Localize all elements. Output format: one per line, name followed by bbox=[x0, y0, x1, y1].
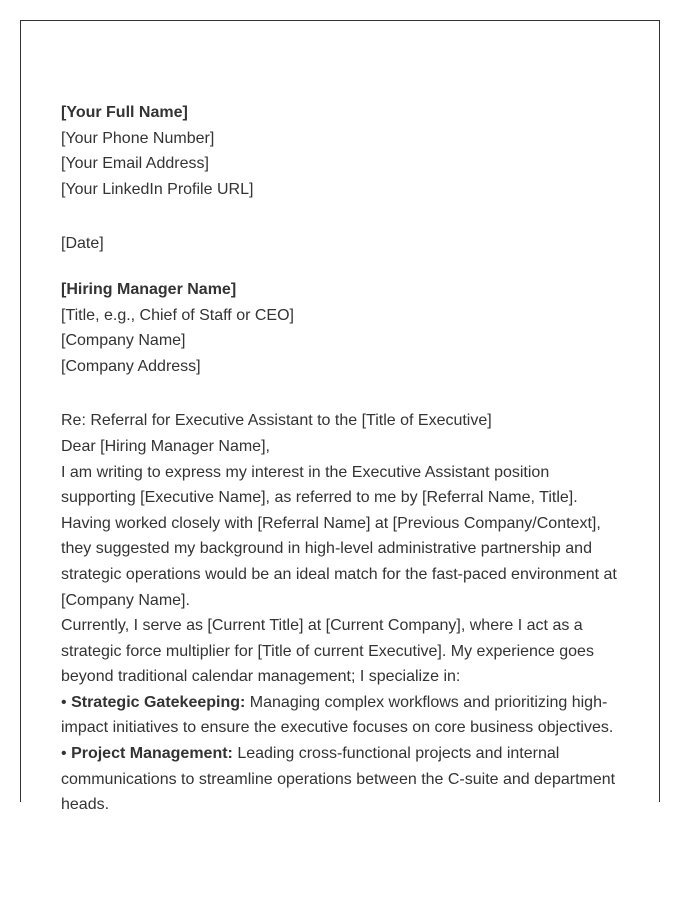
bullet-item bbox=[61, 741, 626, 818]
recipient-block bbox=[61, 277, 626, 379]
body-paragraph: Currently, I serve as [Current Title] at [Current Company], where I act as a strategic force multiplier for [Title of current Executive]. My experience goes beyond traditional calendar management; I specialize in: bbox=[61, 617, 594, 686]
bullet-marker: • bbox=[61, 745, 67, 763]
recipient-address: [Company Address] bbox=[61, 357, 201, 375]
sender-block bbox=[61, 100, 626, 202]
bullet-heading: Strategic Gatekeeping: bbox=[71, 693, 246, 711]
spacer bbox=[61, 379, 626, 408]
letter-date: [Date] bbox=[61, 235, 104, 253]
recipient-company: [Company Name] bbox=[61, 332, 186, 350]
recipient-name: [Hiring Manager Name] bbox=[61, 280, 237, 298]
bullet-heading: Project Management: bbox=[71, 745, 233, 763]
sender-email: [Your Email Address] bbox=[61, 155, 209, 173]
bullet-marker: • bbox=[61, 693, 67, 711]
spacer bbox=[61, 257, 626, 277]
subject-line: Re: Referral for Executive Assistant to the [Title of Executive] bbox=[61, 412, 492, 430]
spacer bbox=[61, 202, 626, 231]
sender-linkedin: [Your LinkedIn Profile URL] bbox=[61, 180, 254, 198]
salutation: Dear [Hiring Manager Name], bbox=[61, 437, 270, 455]
bullet-text: Leading cross-functional projects and internal communications to streamline operations between the C-suite and department heads. bbox=[61, 745, 616, 814]
letter-page bbox=[20, 20, 660, 814]
sender-full-name: [Your Full Name] bbox=[61, 104, 188, 121]
bullet-item bbox=[61, 690, 626, 741]
bullet-text: Managing complex workflows and prioritizing high-impact initiatives to ensure the executive focuses on core business objectives. bbox=[61, 693, 614, 737]
sender-phone: [Your Phone Number] bbox=[61, 129, 215, 147]
body-paragraph: I am writing to express my interest in the Executive Assistant position supporting [Executive Name], as referred to me by [Referral Name, Title]. Having worked closely with [Referral Name] at [Previous Company/Context], they suggested my background in high-level administrative partnership and strategic operations would be an ideal match for the fast-paced environment at [Company Name]. bbox=[61, 463, 617, 609]
letter-content bbox=[61, 100, 626, 818]
recipient-title: [Title, e.g., Chief of Staff or CEO] bbox=[61, 306, 294, 324]
